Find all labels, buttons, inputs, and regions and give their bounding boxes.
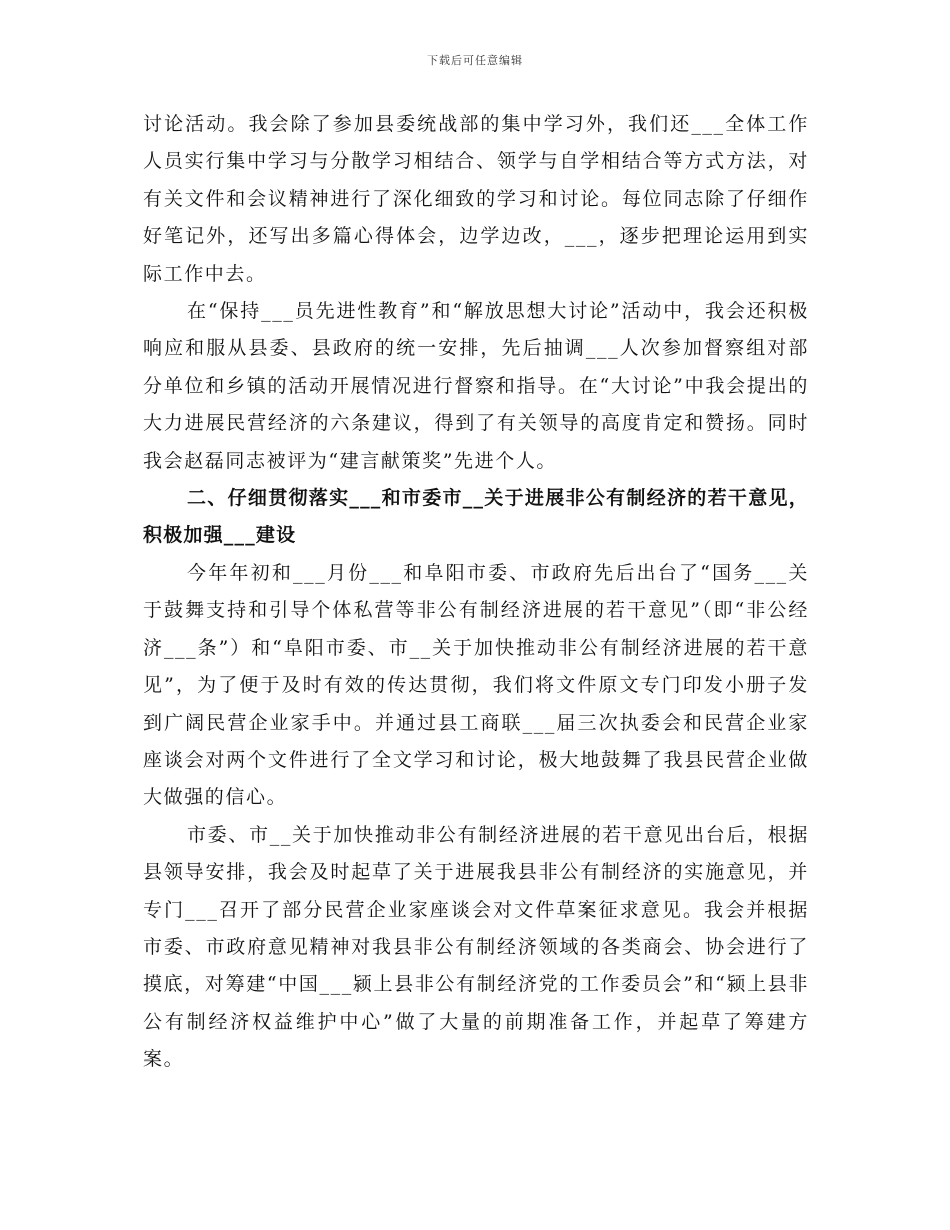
paragraph-advanced-education: 在“保持___员先进性教育”和“解放思想大讨论”活动中，我会还积极响应和服从县委、县政府的统一安排，先后抽调___人次参加督察组对部分单位和乡镇的活动开展情况进行督察和指导。在“大讨论”中我会提出的大力进展民营经济的六条建议，得到了有关领导的高度肯定和赞扬。同时我会赵磊同志被评为“建言献策奖”先进个人。	[143, 300, 809, 472]
page-header: 下载后可任意编辑	[427, 54, 523, 67]
paragraph-implementation: 市委、市__关于加快推动非公有制经济进展的若干意见出台后，根据县领导安排，我会及时起草了关于进展我县非公有制经济的实施意见，并专门___召开了部分民营企业家座谈会对文件草案征求意见。我会并根据市委、市政府意见精神对我县非公有制经济领域的各类商会、协会进行了摸底，对筹建“中国___颍上县非公有制经济党的工作委员会”和“颍上县非公有制经济权益维护中心”做了大量的前期准备工作，并起草了筹建方案。	[143, 823, 809, 1071]
paragraph-continuation: 讨论活动。我会除了参加县委统战部的集中学习外，我们还___全体工作人员实行集中学习与分散学习相结合、领学与自学相结合等方式方法，对有关文件和会议精神进行了深化细致的学习和讨论。每位同志除了仔细作好笔记外，还写出多篇心得体会，边学边改，___，逐步把理论运用到实际工作中去。	[143, 113, 809, 285]
paragraph-policy-documents: 今年年初和___月份___和阜阳市委、市政府先后出台了“国务___关于鼓舞支持和引导个体私营等非公有制经济进展的若干意见”（即“非公经济___条”）和“阜阳市委、市__关于加快推动非公有制经济进展的若干意见”，为了便于及时有效的传达贯彻，我们将文件原文专门印发小册子发到广阔民营企业家手中。并通过县工商联___届三次执委会和民营企业家座谈会对两个文件进行了全文学习和讨论，极大地鼓舞了我县民营企业做大做强的信心。	[143, 561, 809, 809]
document-body	[143, 106, 809, 1079]
section-heading-two: 二、仔细贯彻落实___和市委市__关于进展非公有制经济的若干意见，积极加强___建设	[143, 487, 809, 547]
